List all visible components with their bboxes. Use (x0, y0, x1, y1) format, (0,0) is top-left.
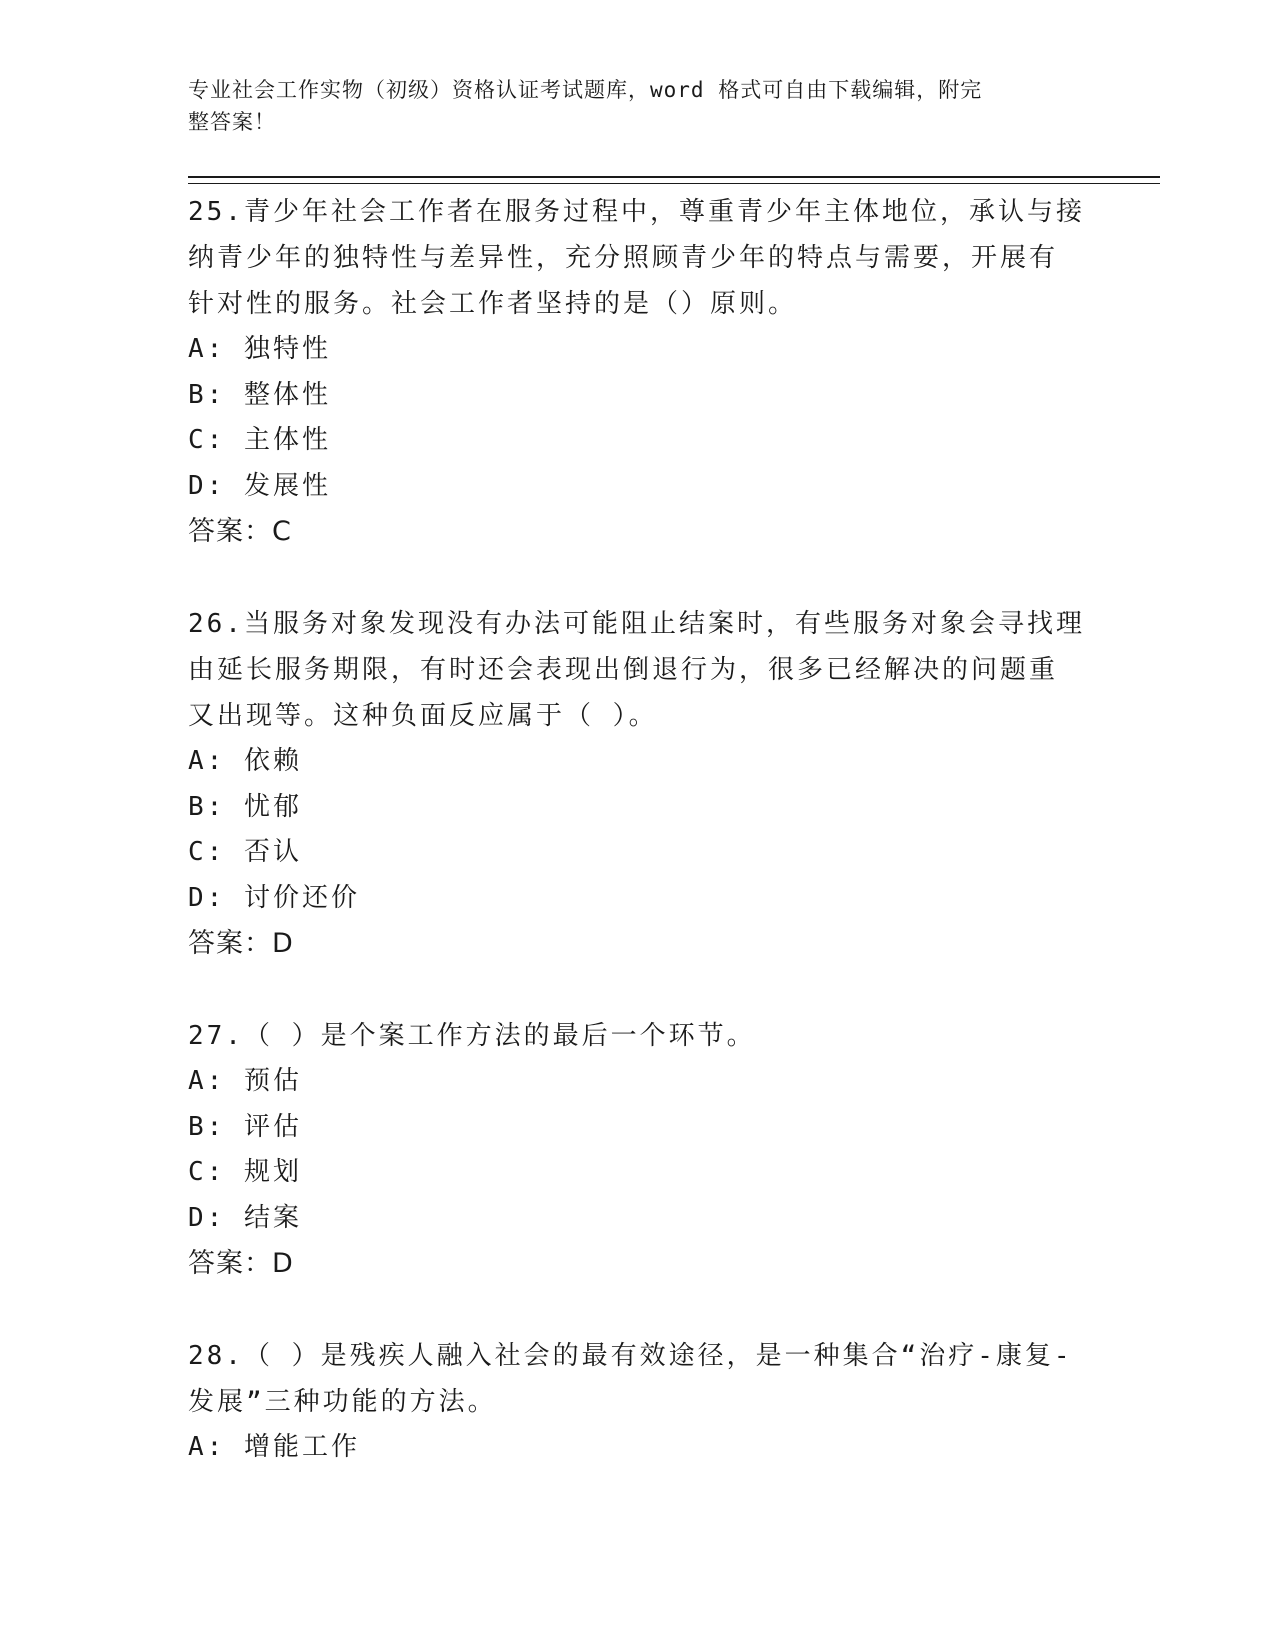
answer-line: 答案：D (188, 1248, 294, 1279)
question-stem-line: 27.（ ）是个案工作方法的最后一个环节。 (188, 1021, 756, 1051)
header-divider-thin (188, 183, 1160, 184)
option-a: A: 预估 (188, 1066, 302, 1096)
option-b: B: 忧郁 (188, 791, 302, 822)
answer-line: 答案：C (188, 516, 292, 547)
option-c: C: 主体性 (188, 425, 331, 455)
option-c: C: 否认 (188, 837, 302, 867)
header-line-2: 整答案！ (188, 110, 276, 134)
page-header (188, 74, 1068, 138)
question-26 (188, 601, 1088, 967)
answer-line: 答案：D (188, 928, 294, 959)
option-a: A: 增能工作 (188, 1432, 360, 1462)
header-divider-thick (188, 176, 1160, 178)
question-stem-line: 纳青少年的独特性与差异性，充分照顾青少年的特点与需要，开展有 (188, 243, 1059, 273)
option-c: C: 规划 (188, 1157, 302, 1187)
question-stem-line: 28.（ ）是残疾人融入社会的最有效途径，是一种集合“治疗-康复- (188, 1341, 1073, 1371)
question-25 (188, 189, 1088, 555)
option-d: D: 讨价还价 (188, 882, 360, 913)
option-a: A: 独特性 (188, 334, 331, 364)
question-28 (188, 1333, 1088, 1471)
question-stem-line: 针对性的服务。社会工作者坚持的是（）原则。 (188, 289, 798, 319)
question-list (188, 189, 1088, 1517)
option-d: D: 结案 (188, 1202, 302, 1233)
option-d: D: 发展性 (188, 470, 331, 501)
header-line-1: 专业社会工作实物（初级）资格认证考试题库，word 格式可自由下载编辑，附完 (188, 78, 983, 102)
question-stem-line: 26.当服务对象发现没有办法可能阻止结案时，有些服务对象会寻找理 (188, 609, 1085, 639)
question-stem-line: 发展”三种功能的方法。 (188, 1387, 497, 1417)
option-a: A: 依赖 (188, 746, 302, 776)
option-b: B: 整体性 (188, 379, 331, 410)
option-b: B: 评估 (188, 1111, 302, 1142)
question-27 (188, 1013, 1088, 1287)
question-stem-line: 由延长服务期限，有时还会表现出倒退行为，很多已经解决的问题重 (188, 655, 1059, 685)
question-stem-line: 25.青少年社会工作者在服务过程中，尊重青少年主体地位，承认与接 (188, 197, 1085, 227)
question-stem-line: 又出现等。这种负面反应属于（ ）。 (188, 701, 658, 731)
